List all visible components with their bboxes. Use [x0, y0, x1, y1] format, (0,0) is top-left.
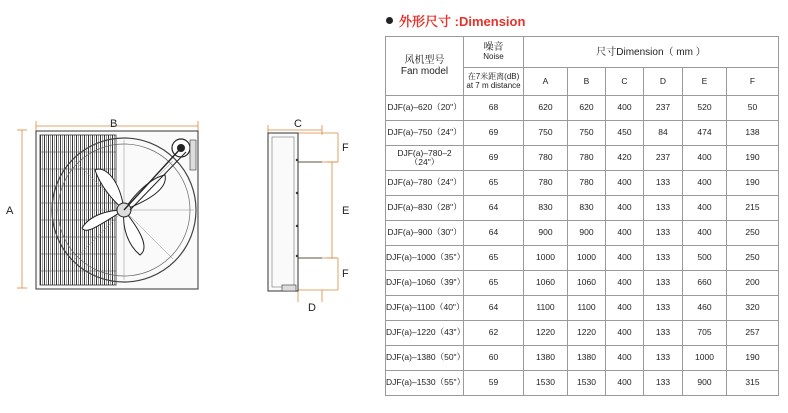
model-cell: DJF(a)–750（24"） — [386, 121, 464, 146]
table-row — [386, 296, 779, 321]
dim-B-cell: 900 — [568, 221, 606, 246]
dim-C-cell: 400 — [606, 296, 644, 321]
dim-D-cell: 133 — [644, 321, 683, 346]
table-row — [386, 96, 779, 121]
dim-C-cell: 400 — [606, 346, 644, 371]
dim-B-cell: 1380 — [568, 346, 606, 371]
dim-A-cell: 830 — [524, 196, 568, 221]
dim-E-cell: 500 — [683, 246, 727, 271]
dim-F-cell: 138 — [727, 121, 779, 146]
header-col-E: E — [683, 68, 727, 96]
noise-cell: 59 — [464, 371, 524, 396]
dim-F-cell: 200 — [727, 271, 779, 296]
model-cell: DJF(a)–1530（55"） — [386, 371, 464, 396]
dim-E-cell: 400 — [683, 221, 727, 246]
dim-C-cell: 420 — [606, 146, 644, 171]
dim-B-cell: 830 — [568, 196, 606, 221]
table-row — [386, 171, 779, 196]
header-col-A: A — [524, 68, 568, 96]
table-row — [386, 271, 779, 296]
dim-B-cell: 620 — [568, 96, 606, 121]
dimension-table — [385, 36, 779, 396]
table-row — [386, 321, 779, 346]
dim-F-cell: 257 — [727, 321, 779, 346]
dim-A-cell: 1100 — [524, 296, 568, 321]
dim-A-cell: 1530 — [524, 371, 568, 396]
model-cell: DJF(a)–1000（35"） — [386, 246, 464, 271]
heading-cn: 外形尺寸 — [399, 14, 452, 29]
dim-A-cell: 750 — [524, 121, 568, 146]
header-noise-cn: 噪音 — [483, 42, 504, 54]
noise-cell: 69 — [464, 146, 524, 171]
dim-B-cell: 1100 — [568, 296, 606, 321]
header-dimension: 尺寸Dimension（ mm ） — [524, 37, 779, 68]
noise-cell: 65 — [464, 246, 524, 271]
model-cell: DJF(a)–830（28"） — [386, 196, 464, 221]
dim-D-cell: 133 — [644, 346, 683, 371]
label-E: E — [342, 205, 350, 217]
dim-E-cell: 400 — [683, 171, 727, 196]
model-cell: DJF(a)–900（30"） — [386, 221, 464, 246]
dim-F-cell: 50 — [727, 96, 779, 121]
model-cell: DJF(a)–1100（40"） — [386, 296, 464, 321]
dim-A-cell: 620 — [524, 96, 568, 121]
noise-cell: 60 — [464, 346, 524, 371]
dim-E-cell: 400 — [683, 196, 727, 221]
noise-cell: 64 — [464, 196, 524, 221]
table-body — [386, 96, 779, 396]
dim-D-cell: 237 — [644, 96, 683, 121]
header-col-C: C — [606, 68, 644, 96]
fan-drawings — [0, 0, 380, 408]
dim-C-cell: 400 — [606, 371, 644, 396]
table-row — [386, 221, 779, 246]
label-A: A — [6, 205, 14, 217]
model-cell: DJF(a)–780（24"） — [386, 171, 464, 196]
label-D: D — [308, 302, 316, 314]
label-B: B — [110, 118, 118, 130]
dim-D-cell: 133 — [644, 171, 683, 196]
dimension-heading — [386, 11, 525, 30]
header-noise-sub — [464, 68, 524, 96]
model-cell: DJF(a)–1380（50"） — [386, 346, 464, 371]
dim-D-cell: 133 — [644, 196, 683, 221]
header-noise — [464, 37, 524, 68]
header-model-cn: 风机型号 — [404, 55, 445, 66]
header-col-B: B — [568, 68, 606, 96]
header-col-D: D — [644, 68, 683, 96]
dim-F-cell: 190 — [727, 146, 779, 171]
dim-C-cell: 400 — [606, 171, 644, 196]
dim-C-cell: 400 — [606, 96, 644, 121]
dim-E-cell: 520 — [683, 96, 727, 121]
dim-F-cell: 315 — [727, 371, 779, 396]
model-cell: DJF(a)–1060（39"） — [386, 271, 464, 296]
label-F-bottom: F — [342, 268, 349, 280]
dim-A-cell: 1220 — [524, 321, 568, 346]
dim-C-cell: 400 — [606, 246, 644, 271]
heading-en: :Dimension — [454, 14, 526, 29]
dim-B-cell: 1060 — [568, 271, 606, 296]
header-model-en: Fan model — [400, 66, 449, 77]
noise-cell: 69 — [464, 121, 524, 146]
dim-A-cell: 780 — [524, 171, 568, 196]
dim-E-cell: 1000 — [683, 346, 727, 371]
dim-F-cell: 250 — [727, 221, 779, 246]
dim-D-cell: 133 — [644, 271, 683, 296]
table-row — [386, 121, 779, 146]
dim-A-cell: 1380 — [524, 346, 568, 371]
noise-cell: 65 — [464, 171, 524, 196]
dim-B-cell: 780 — [568, 171, 606, 196]
dim-D-cell: 133 — [644, 371, 683, 396]
dim-B-cell: 780 — [568, 146, 606, 171]
label-C: C — [294, 118, 302, 130]
model-cell: DJF(a)–1220（43"） — [386, 321, 464, 346]
table-row — [386, 196, 779, 221]
noise-cell: 68 — [464, 96, 524, 121]
fan-drawing-svg — [0, 0, 380, 408]
header-fan-model — [386, 37, 464, 96]
dim-B-cell: 1000 — [568, 246, 606, 271]
dim-C-cell: 400 — [606, 221, 644, 246]
dim-E-cell: 660 — [683, 271, 727, 296]
fan-side-view — [268, 125, 338, 302]
noise-cell: 64 — [464, 296, 524, 321]
dim-C-cell: 400 — [606, 196, 644, 221]
dim-E-cell: 400 — [683, 146, 727, 171]
table-row — [386, 346, 779, 371]
dim-E-cell: 474 — [683, 121, 727, 146]
model-cell: DJF(a)–620（20"） — [386, 96, 464, 121]
model-cell: DJF(a)–780–2（24"） — [386, 146, 464, 171]
dim-D-cell: 237 — [644, 146, 683, 171]
dim-E-cell: 460 — [683, 296, 727, 321]
dim-D-cell: 133 — [644, 296, 683, 321]
dim-A-cell: 1000 — [524, 246, 568, 271]
noise-cell: 65 — [464, 271, 524, 296]
noise-cell: 62 — [464, 321, 524, 346]
label-F-top: F — [342, 142, 349, 154]
dim-C-cell: 400 — [606, 321, 644, 346]
dim-F-cell: 190 — [727, 171, 779, 196]
dim-F-cell: 250 — [727, 246, 779, 271]
dim-D-cell: 133 — [644, 221, 683, 246]
dim-D-cell: 133 — [644, 246, 683, 271]
dim-A-cell: 900 — [524, 221, 568, 246]
header-col-F: F — [727, 68, 779, 96]
dim-A-cell: 1060 — [524, 271, 568, 296]
table-row — [386, 371, 779, 396]
dim-F-cell: 190 — [727, 346, 779, 371]
table-row — [386, 246, 779, 271]
dim-C-cell: 450 — [606, 121, 644, 146]
dim-B-cell: 1530 — [568, 371, 606, 396]
dim-F-cell: 215 — [727, 196, 779, 221]
dim-C-cell: 400 — [606, 271, 644, 296]
fan-front-view — [36, 131, 198, 289]
dim-D-cell: 84 — [644, 121, 683, 146]
table-row — [386, 146, 779, 171]
header-noise-sub-cn: 在7米距离(dB) — [467, 71, 520, 81]
dim-A-cell: 780 — [524, 146, 568, 171]
header-noise-sub-en: at 7 m distance — [466, 80, 521, 90]
dim-E-cell: 705 — [683, 321, 727, 346]
dim-E-cell: 900 — [683, 371, 727, 396]
dim-F-cell: 320 — [727, 296, 779, 321]
bullet-icon — [386, 17, 393, 24]
noise-cell: 64 — [464, 221, 524, 246]
header-noise-en: Noise — [483, 52, 504, 62]
dim-B-cell: 750 — [568, 121, 606, 146]
dim-B-cell: 1220 — [568, 321, 606, 346]
